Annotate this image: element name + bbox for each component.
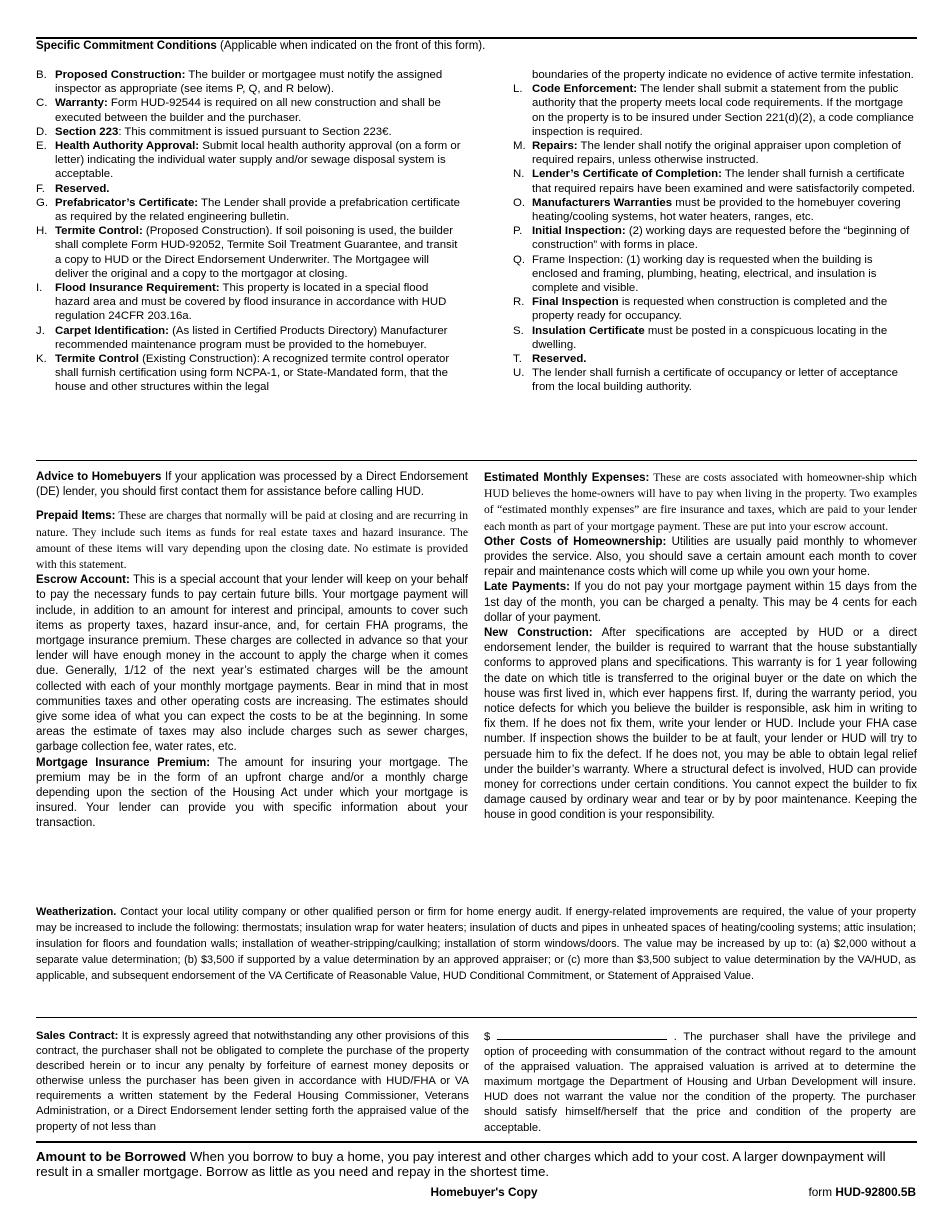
condition-item-h: H. Termite Control: (Proposed Construction). If soil poisoning is used, the builder shall complete Form HUD-92052, Termite Soil Treatment Guarantee, and transit a copy to HUD or the Direct Endorsement Underwriter. The Mortgagee will deliver the original and a copy to the mortgagor at closing. — [36, 225, 458, 280]
condition-item-u: U. The lender shall furnish a certificate of occupancy or letter of acceptance from the local building authority. — [513, 367, 898, 394]
conditions-left-column — [36, 68, 462, 395]
condition-item-q: Q. Frame Inspection: (1) working day is requested when the building is enclosed and framing, plumbing, heating, electrical, and insulation is complete and visible. — [513, 253, 877, 295]
other-costs-homeownership: Other Costs of Homeownership: Utilities are usually paid monthly to whomever provides the service. Also, you should save a certain amount each month to cover repair and maintenance costs which will come up while you own your home. — [484, 535, 917, 579]
form-number: form HUD-92800.5B — [808, 1185, 916, 1199]
conditions-right-column — [513, 68, 917, 395]
condition-item-l: L. Code Enforcement: The lender shall submit a statement from the public authority that the property meets local code requirements. If the mortgage on the property is to be insured under Section 221(d)(2), a code compliance inspection is required. — [513, 83, 914, 138]
condition-item-m: M. Repairs: The lender shall notify the original appraiser upon completion of required repairs, unless otherwise instructed. — [513, 140, 901, 167]
condition-item-g: G. Prefabricator’s Certificate: The Lender shall provide a prefabrication certificate as required by the related engineering bulletin. — [36, 196, 461, 224]
condition-item-r: R. Final Inspection is requested when construction is completed and the property ready for occupancy. — [513, 296, 888, 323]
new-construction: New Construction: After specifications are accepted by HUD or a direct endorsement lender, the builder is required to warrant that the house substantially conforms to approved plans and specifications. This warranty is for 1 year following the date on which title is transferred to the original buyer or the date on which the house was first lived in, which ever happens first. If, during the warranty period, you notice defects for which you believe the builder is responsible, ask him in writing to fix them. If he does not fix them, write your lender or HUD. Include your FHA case number. If inspection shows the builder to be at fault, your lender or HUD will try to persuade him to fix the defect. If he does not, you may be able to obtain legal relief under the builder’s warranty. Where a structural defect is involved, HUD can provide money for corrections under certain conditions. You cannot expect the builder to fix damage caused by ordinary wear and tear or by by poor maintenance. Keeping the house in good condition is your responsibility. — [484, 627, 917, 822]
escrow-account: Escrow Account: This is a special account that your lender will keep on your behalf to pay the necessary funds to pay certain future bills. Your mortgage payment will include, in addition to an amount for interest and principal, amounts to cover such items as property taxes, hazard insur-ance, and, for certain FHA programs, the mortgage insurance premium. These charges are collected in advance so that your lender will have enough money in the account to apply the charge when it comes due. Generally, 1/12 of the next year’s estimated charges will be the amount collected with each of your monthly mortgage payments. Bear in mind that in most communities taxes and other operating costs are increasing. The estimates should give some idea of what you can expect the costs to be at the beginning. In some areas the estimate of taxes may also include charges such as sewer charges, garbage collection fee, water rates, etc. — [36, 574, 468, 754]
condition-item-o: O. Manufacturers Warranties must be provided to the homebuyer covering heating/cooling systems, hot water heaters, ranges, etc. — [513, 196, 901, 224]
condition-item-p: P. Initial Inspection: (2) working days are requested before the “beginning of construction” with forms in place. — [513, 225, 910, 252]
divider-sales — [36, 1017, 917, 1018]
specific-conditions-title: Specific Commitment Conditions (Applicable when indicated on the front of this form). — [36, 40, 486, 52]
condition-item-s: S. Insulation Certificate must be posted in a conspicuous locating in the dwelling. — [513, 324, 888, 351]
advice-right-column — [484, 470, 917, 832]
divider-advice — [36, 460, 917, 461]
sales-contract-right: $ . The purchaser shall have the privilege and option of proceeding with consummation of the contract without regard to the amount of the appraised valuation. The appraised valuation is arrived at to determine the maximum mortgage the Department of Housing and Urban Development will insure. HUD does not warrant the value nor the condition of the property. The purchaser should satisfy himself/herself that the price and condition of the property are acceptable. — [484, 1031, 917, 1134]
appraised-value-blank[interactable] — [497, 1029, 667, 1040]
condition-item-i: I. Flood Insurance Requirement: This property is located in a special flood hazard area and must be covered by flood insurance in accordance with HUD regulation 24CFR 203.16a. — [36, 282, 447, 323]
divider-amount — [36, 1141, 917, 1143]
estimated-monthly-expenses: Estimated Monthly Expenses: These are costs associated with homeowner-ship which HUD believes the home-owners will have to pay when living in the property. Two examples of “estimated monthly expenses” are fire insurance and taxes, which are paid to your lender each month as part of your mortgage payment. These are put into your escrow account. — [484, 471, 917, 533]
condition-item-k: K. Termite Control (Existing Construction): A recognized termite control operator shall furnish certification using form NCPA-1, or State-Mandated form, that the house and other structures within the legal — [36, 353, 450, 394]
condition-item-f: F. Reserved. — [36, 182, 110, 195]
condition-item-d: D. Section 223: This commitment is issued pursuant to Section 223€. — [36, 125, 392, 138]
condition-item-b: B. Proposed Construction: The builder or mortgagee must notify the assigned inspector as appropriate (see items P, Q, and R below). — [36, 69, 443, 96]
condition-item-e: E. Health Authority Approval: Submit local health authority approval (on a form or letter) indicating the individual water supply and/or sewage disposal system is acceptable. — [36, 140, 461, 181]
homebuyers-copy-label: Homebuyer's Copy — [430, 1185, 538, 1199]
amount-to-be-borrowed: Amount to be Borrowed When you borrow to buy a home, you pay interest and other charges which add to your cost. A larger downpayment will result in a smaller mortgage. Borrow as little as you need and repay in the shortest time. — [36, 1149, 886, 1179]
condition-item-t: T. Reserved. — [513, 353, 587, 366]
sales-contract-left: Sales Contract: It is expressly agreed that notwithstanding any other provisions of this contract, the purchaser shall not be obligated to complete the purchase of the property described herein or to incur any penalty by forfeiture of earnest money deposits or otherwise unless the purchaser has been given in accordance with HUD/FHA or VA requirements a written statement by the Federal Housing Commissioner, Veterans Administration, or a Direct Endorsement lender setting forth the appraised value of the property of not less than — [36, 1030, 469, 1133]
advice-left-column — [36, 470, 468, 840]
late-payments: Late Payments: If you do not pay your mortgage payment within 15 days from the 1st day of the month, you can be charged a penalty. This may be 4 cents for each dollar of your payment. — [484, 581, 917, 624]
advice-to-homebuyers: Advice to Homebuyers If your application was processed by a Direct Endorsement (DE) lender, you should first contact them for assistance before calling HUD. — [36, 471, 468, 499]
condition-item-c: C. Warranty: Form HUD-92544 is required on all new construction and shall be executed between the builder and the purchaser. — [36, 97, 441, 124]
prepaid-items: Prepaid Items: These are charges that normally will be paid at closing and are recurring in nature. They include such items as funds for real estate taxes and hazard insurance. The amount of these items will vary depending upon the closing date. No estimate is provided with this statement. — [36, 509, 468, 572]
mortgage-insurance-premium: Mortgage Insurance Premium: The amount for insuring your mortgage. The premium may be in the form of an upfront charge and/or a monthly charge depending upon the section of the Housing Act under which your mortgage is insured. Your lender can provide you with specific information about your transaction. — [36, 756, 468, 830]
condition-item-n: N. Lender’s Certificate of Completion: The lender shall furnish a certificate that required repairs have been examined and were satisfactorily competed. — [513, 168, 916, 195]
top-rule — [36, 37, 917, 39]
condition-k-continuation: boundaries of the property indicate no evidence of active termite infestation. — [532, 69, 914, 81]
weatherization-paragraph: Weatherization. Contact your local utility company or other qualified person or firm for home energy audit. If energy-related improvements are required, the value of your property may be increased to include the following: thermostats; insulation wrap for water heaters; insulation of ducts and pipes in unheated spaces of heating/cooling systems; attic insulation; insulation for floors and foundation walls; installation of weather-stripping/caulking; installation of storm windows/doors. The value may be increased by up to: (a) $2,000 without a separate value determination; (b) $3,500 if supported by a value determination by an approved appraiser; or (c) more than $3,500 subject to value determination by the VA/HUD, as applicable, and subsequent endorsement of the VA Certificate of Reasonable Value, HUD Conditional Commitment, or Statement of Appraised Value. — [36, 906, 916, 982]
condition-item-j: J. Carpet Identification: (As listed in Certified Products Directory) Manufacturer recommended maintenance program must be provided to the homebuyer. — [36, 324, 448, 351]
